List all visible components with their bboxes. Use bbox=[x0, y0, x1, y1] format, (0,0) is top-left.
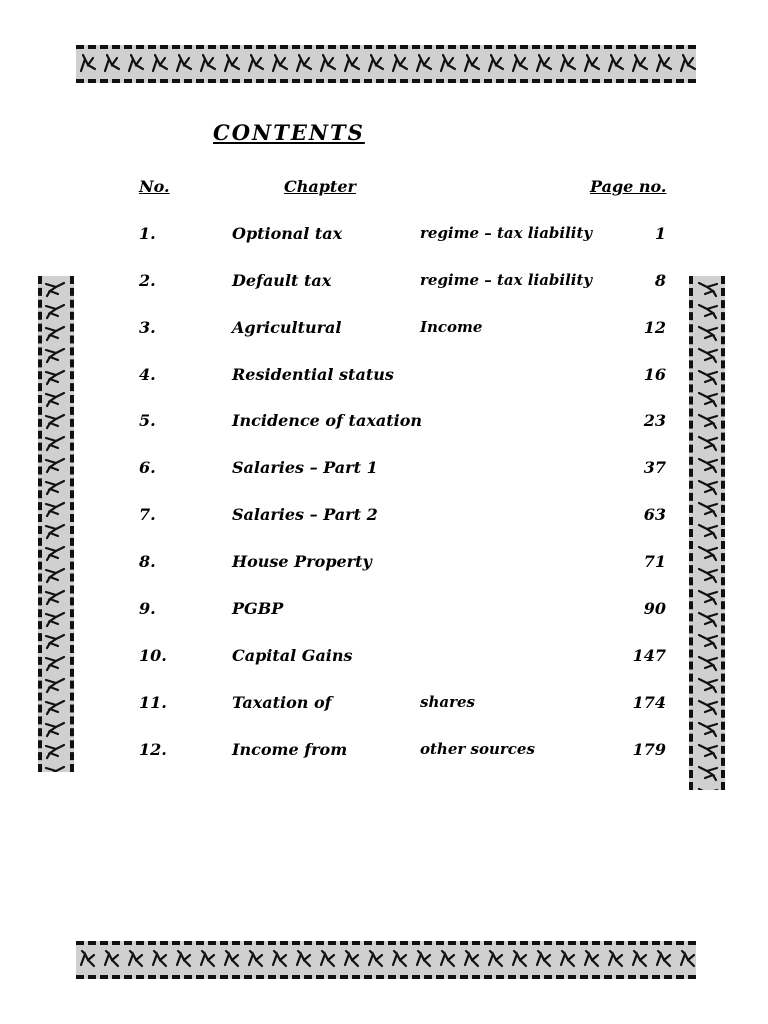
toc-page: 174 bbox=[632, 693, 666, 712]
toc-page: 147 bbox=[632, 646, 666, 665]
toc-chapter-cont: Income bbox=[420, 318, 483, 336]
toc-number: 3. bbox=[139, 318, 156, 337]
toc-page: 179 bbox=[632, 740, 666, 759]
toc-chapter-cont: other sources bbox=[420, 740, 535, 758]
toc-row bbox=[0, 505, 768, 531]
toc-number: 7. bbox=[139, 505, 156, 524]
bird-motif-pattern-top bbox=[76, 49, 696, 79]
toc-chapter: Optional tax bbox=[232, 224, 343, 243]
toc-page: 63 bbox=[643, 505, 666, 524]
bird-motif-pattern-bottom bbox=[76, 945, 696, 975]
toc-number: 4. bbox=[139, 365, 156, 384]
toc-row bbox=[0, 411, 768, 437]
top-decorative-border bbox=[76, 45, 696, 83]
toc-row bbox=[0, 224, 768, 250]
toc-row bbox=[0, 318, 768, 344]
toc-number: 9. bbox=[139, 599, 156, 618]
toc-number: 12. bbox=[139, 740, 167, 759]
toc-chapter: House Property bbox=[232, 552, 372, 571]
toc-chapter: Salaries – Part 1 bbox=[232, 458, 378, 477]
toc-chapter: Salaries – Part 2 bbox=[232, 505, 378, 524]
toc-number: 11. bbox=[139, 693, 167, 712]
toc-number: 5. bbox=[139, 411, 156, 430]
header-no: No. bbox=[139, 177, 170, 196]
toc-chapter: Residential status bbox=[232, 365, 394, 384]
toc-number: 2. bbox=[139, 271, 156, 290]
toc-number: 10. bbox=[139, 646, 167, 665]
toc-row bbox=[0, 365, 768, 391]
toc-row bbox=[0, 693, 768, 719]
bottom-decorative-border bbox=[76, 941, 696, 979]
toc-number: 1. bbox=[139, 224, 156, 243]
toc-page: 71 bbox=[643, 552, 666, 571]
toc-row bbox=[0, 646, 768, 672]
toc-page: 12 bbox=[643, 318, 666, 337]
toc-chapter: Income from bbox=[232, 740, 348, 759]
toc-chapter: Agricultural bbox=[232, 318, 342, 337]
toc-row bbox=[0, 740, 768, 766]
header-chapter: Chapter bbox=[284, 177, 356, 196]
toc-chapter: Default tax bbox=[232, 271, 332, 290]
contents-title: CONTENTS bbox=[213, 120, 365, 145]
toc-page: 90 bbox=[643, 599, 666, 618]
toc-number: 8. bbox=[139, 552, 156, 571]
toc-page: 37 bbox=[643, 458, 666, 477]
toc-chapter: Incidence of taxation bbox=[232, 411, 422, 430]
toc-chapter: PGBP bbox=[232, 599, 284, 618]
header-page-no: Page no. bbox=[590, 177, 667, 196]
toc-row bbox=[0, 458, 768, 484]
toc-number: 6. bbox=[139, 458, 156, 477]
toc-row bbox=[0, 599, 768, 625]
toc-chapter: Taxation of bbox=[232, 693, 332, 712]
toc-page: 23 bbox=[643, 411, 666, 430]
toc-page: 1 bbox=[654, 224, 666, 243]
toc-page: 8 bbox=[654, 271, 666, 290]
toc-row bbox=[0, 552, 768, 578]
toc-chapter-cont: regime – tax liability bbox=[420, 224, 593, 242]
toc-chapter: Capital Gains bbox=[232, 646, 353, 665]
toc-chapter-cont: shares bbox=[420, 693, 475, 711]
toc-row bbox=[0, 271, 768, 297]
toc-chapter-cont: regime – tax liability bbox=[420, 271, 593, 289]
toc-page: 16 bbox=[643, 365, 666, 384]
